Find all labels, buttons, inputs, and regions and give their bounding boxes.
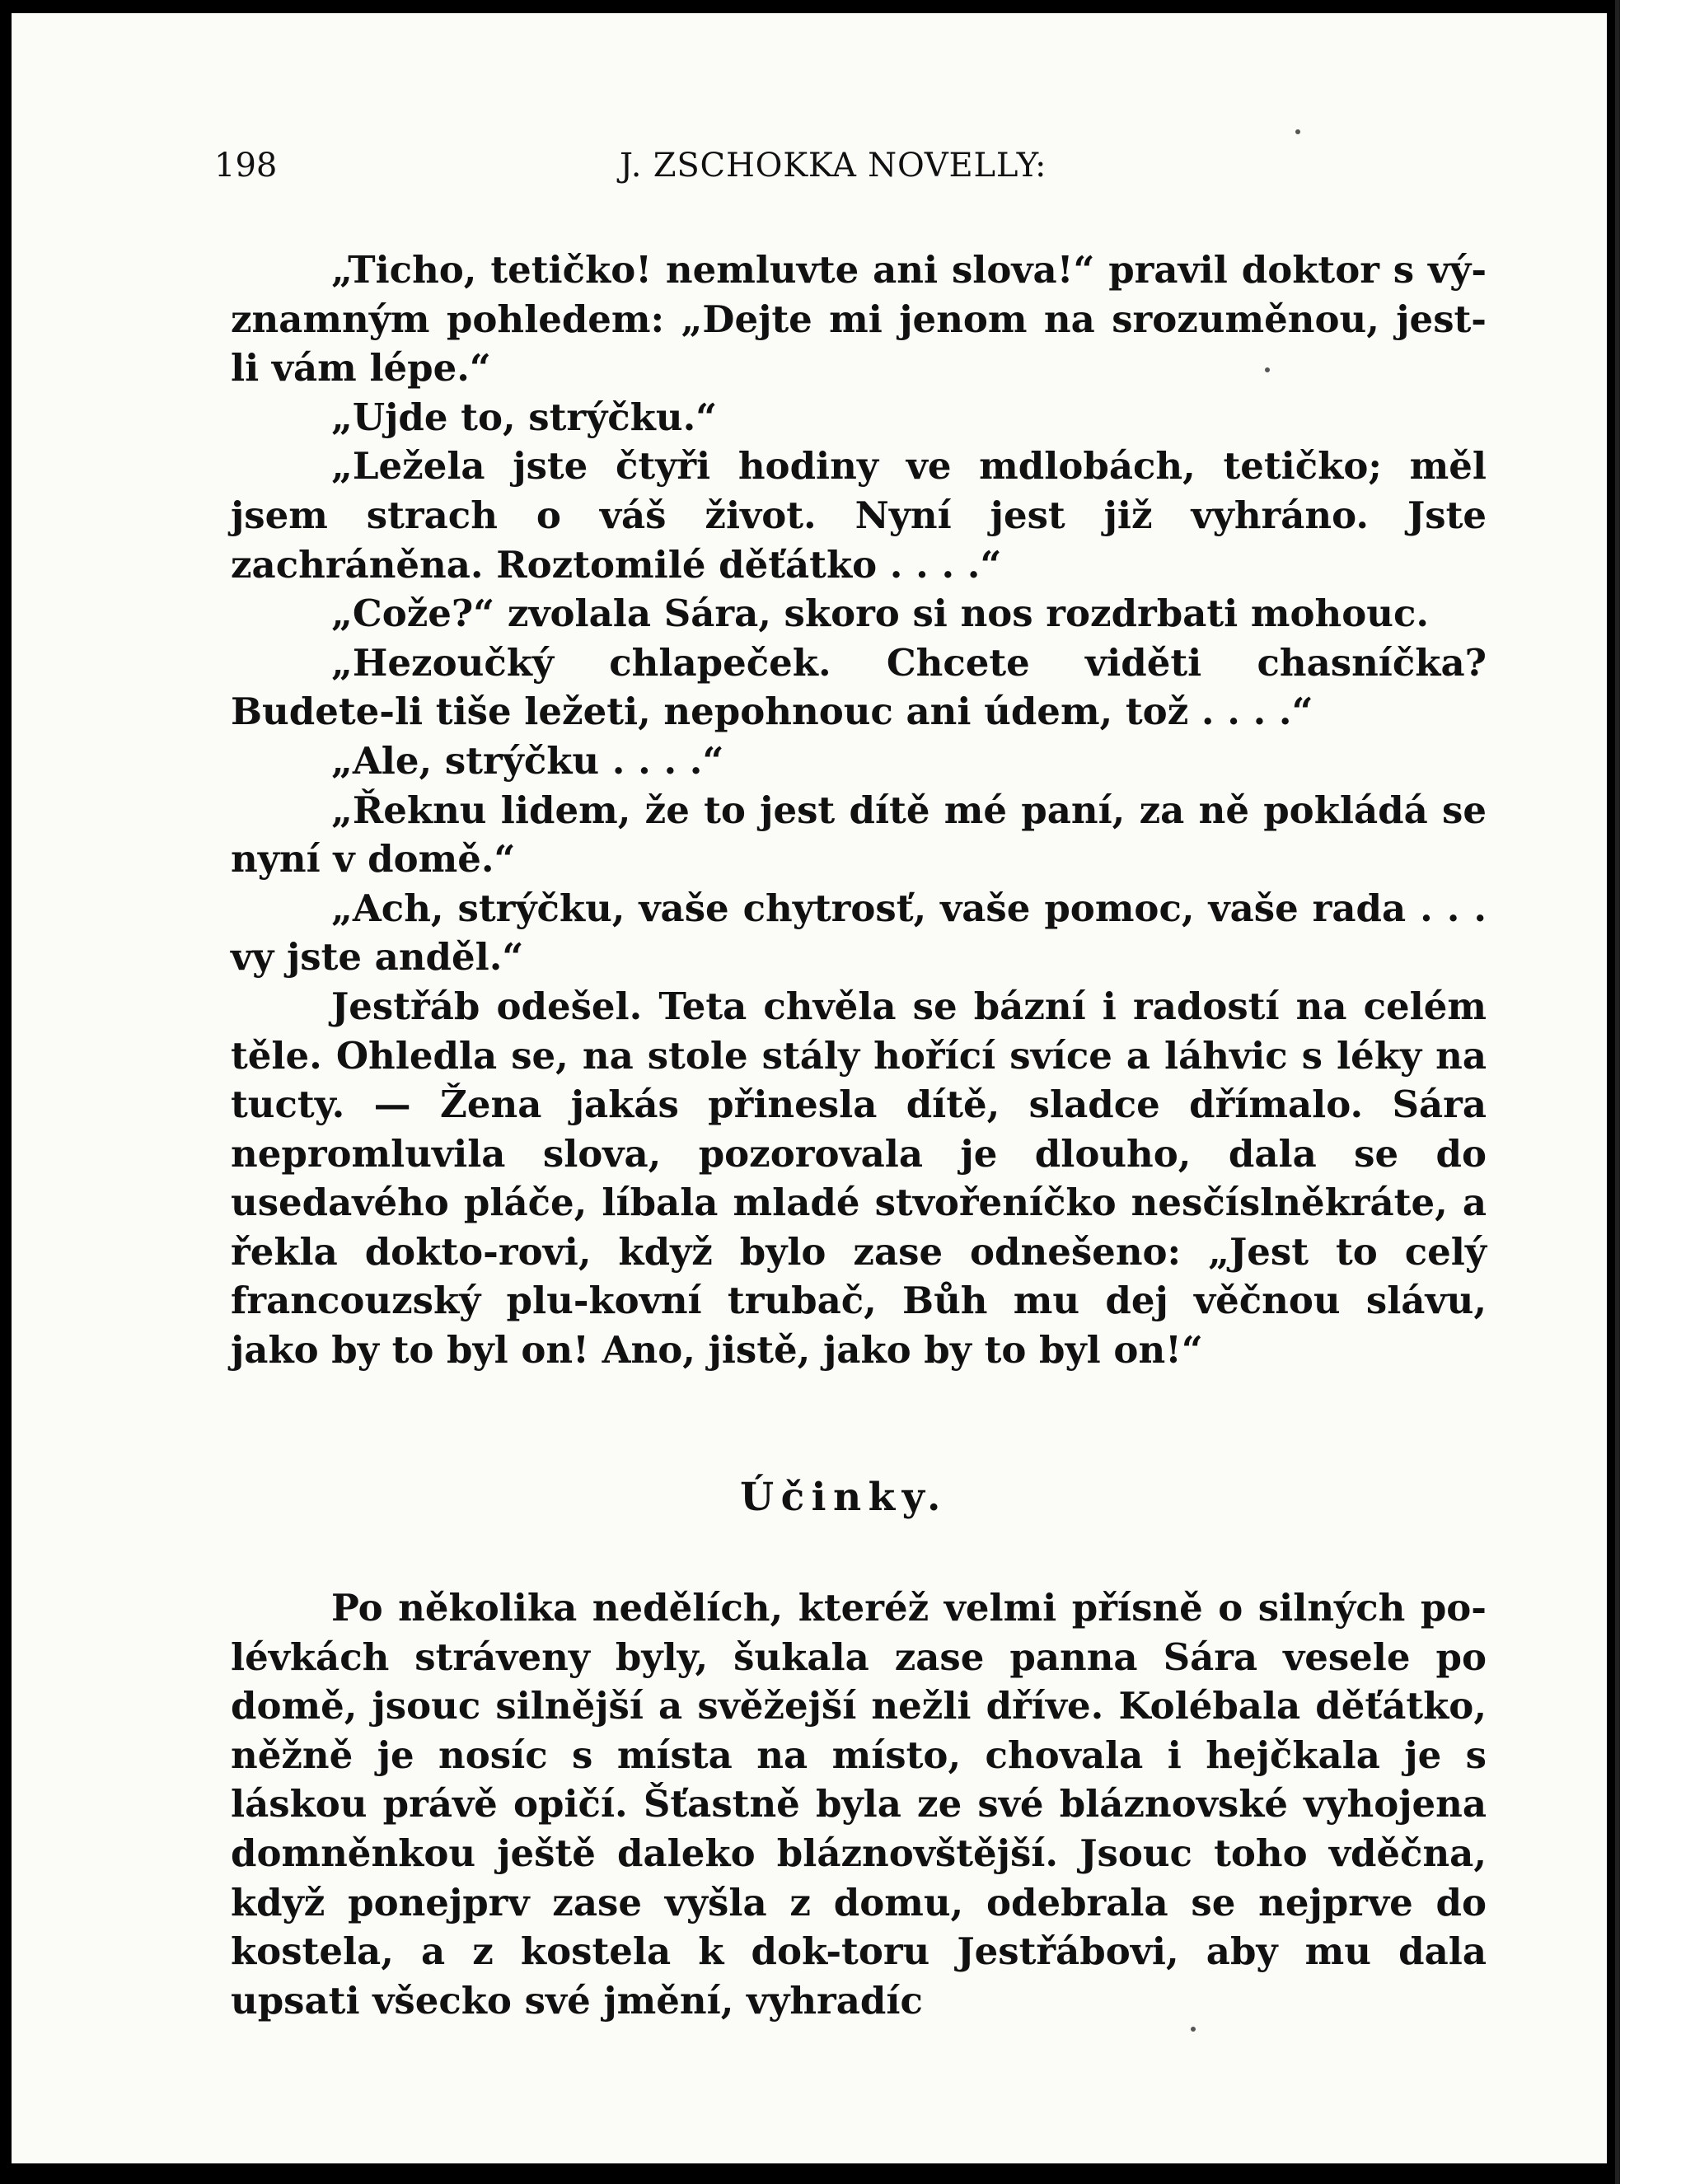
paragraph: „Ležela jste čtyři hodiny ve mdlobách, tetičko; měl jsem strach o váš život. Nyní jest již vyhráno. Jste zachráněna. Roztomilé děťátko . . . .“ <box>231 444 1487 587</box>
paragraph: „Hezoučký chlapeček. Chcete viděti chasníčka? Budete-li tiše ležeti, nepohnouc ani údem, tož . . . .“ <box>231 640 1487 734</box>
paragraph: Jestřáb odešel. Teta chvěla se bázní i radostí na celém těle. Ohledla se, na stole stály hořící svíce a láhvic s léky na tucty. — Žena jakás přinesla dítě, sladce dřímalo. Sára nepromluvila slova, pozorovala je dlouho, dala se do usedavého pláče, líbala mladé stvořeníčko nesčíslněkráte, a řekla dokto-rovi, když bylo zase odnešeno: „Jest to celý francouzský plu-kovní trubač, Bůh mu dej věčnou slávu, jako by to byl on! Ano, jistě, jako by to byl on!“ <box>231 984 1487 1373</box>
page-number: 198 <box>214 147 278 185</box>
paragraph: „Ujde to, strýčku.“ <box>331 395 718 439</box>
print-speck <box>1265 367 1270 372</box>
paragraph: „Řeknu lidem, že to jest dítě mé paní, za ně pokládá se nyní v domě.“ <box>231 788 1487 882</box>
paragraph: „Ale, strýčku . . . .“ <box>331 738 724 783</box>
page-header <box>214 137 1393 194</box>
page-margin-strip <box>1620 0 1681 2184</box>
running-title: J. ZSCHOKKA NOVELLY: <box>620 147 1047 185</box>
paragraph: „Ach, strýčku, vaše chytrosť, vaše pomoc, vaše rada . . . vy jste anděl.“ <box>231 886 1487 980</box>
paragraph: „Ticho, tetičko! nemluvte ani slova!“ pravil doktor s vý-znamným pohledem: „Dejte mi jenom na srozuměnou, jest-li vám lépe.“ <box>231 248 1487 391</box>
section-text <box>231 1583 1487 2025</box>
section-heading: Účinky. <box>740 1475 948 1520</box>
paragraph: Po několika nedělích, kteréž velmi přísně o silných po-lévkách stráveny byly, šukala zase panna Sára vesele po domě, jsouc silnější a svěžejší nežli dříve. Kolébala děťátko, něžně je nosíc s místa na místo, chovala i hejčkala je s láskou právě opičí. Šťastně byla ze své bláznovské vyhojena domněnkou ještě daleko bláznovštější. Jsouc toho vděčna, když ponejprv zase vyšla z domu, odebrala se nejprve do kostela, a z kostela k dok-toru Jestřábovi, aby mu dala upsati všecko své jmění, vyhradíc <box>231 1586 1487 2023</box>
print-speck <box>1191 2027 1196 2032</box>
print-speck <box>1295 129 1300 134</box>
story-text <box>231 246 1487 1375</box>
paragraph: „Cože?“ zvolala Sára, skoro si nos rozdrbati mohouc. <box>331 592 1430 636</box>
book-page <box>12 13 1607 2163</box>
